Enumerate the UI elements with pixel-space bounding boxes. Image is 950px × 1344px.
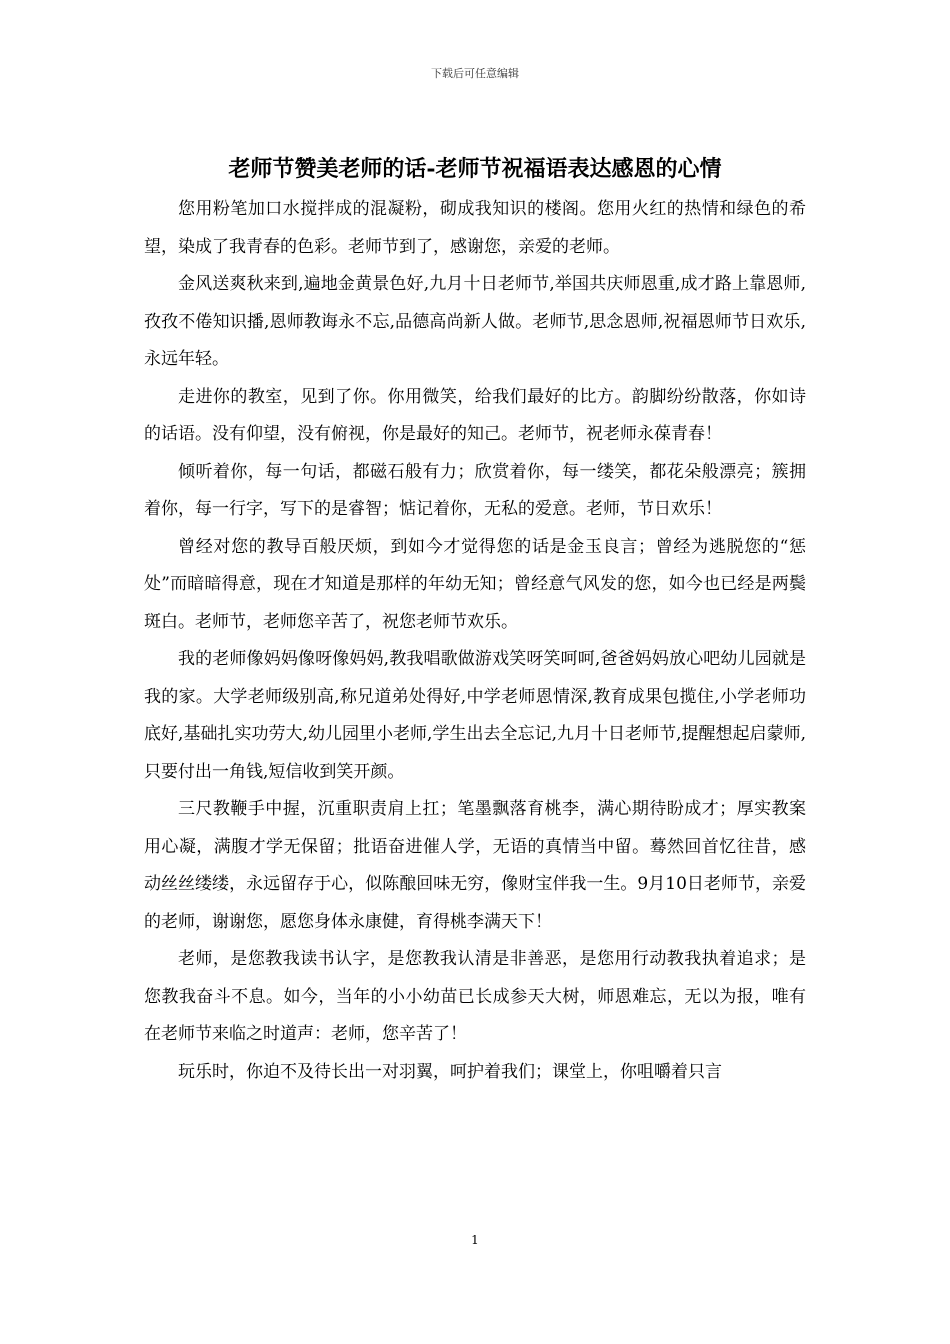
document-title: 老师节赞美老师的话-老师节祝福语表达感恩的心情 — [228, 156, 722, 182]
paragraph: 我的老师像妈妈像呀像妈妈,教我唱歌做游戏笑呀笑呵呵,爸爸妈妈放心吧幼儿园就是我的家。大学老师级别高,称兄道弟处得好,中学老师恩情深,教育成果包揽住,小学老师功底好,基础扎实功劳大,幼儿园里小老师,学生出去全忘记,九月十日老师节,提醒想起启蒙师,只要付出一角钱,短信收到笑开颜。 — [144, 649, 806, 782]
paragraph: 走进你的教室，见到了你。你用微笑，给我们最好的比方。韵脚纷纷散落，你如诗的话语。没有仰望，没有俯视，你是最好的知己。老师节，祝老师永葆青春！ — [144, 386, 806, 444]
paragraph: 曾经对您的教导百般厌烦，到如今才觉得您的话是金玉良言；曾经为逃脱您的“惩处”而暗暗得意，现在才知道是那样的年幼无知；曾经意气风发的您，如今也已经是两鬓斑白。老师节，老师您辛苦了，祝您老师节欢乐。 — [144, 536, 806, 632]
page-number: 1 — [471, 1233, 479, 1247]
paragraph: 您用粉笔加口水搅拌成的混凝粉，砌成我知识的楼阁。您用火红的热情和绿色的希望，染成了我青春的色彩。老师节到了，感谢您，亲爱的老师。 — [144, 199, 806, 257]
paragraph: 玩乐时，你迫不及待长出一对羽翼，呵护着我们；课堂上，你咀嚼着只言 — [178, 1061, 722, 1082]
paragraph: 金风送爽秋来到,遍地金黄景色好,九月十日老师节,举国共庆师恩重,成才路上靠恩师,孜孜不倦知识播,恩师教诲永不忘,品德高尚新人做。老师节,思念恩师,祝福恩师节日欢乐,永远年轻。 — [144, 274, 806, 369]
paragraph: 倾听着你，每一句话，都磁石般有力；欣赏着你，每一缕笑，都花朵般漂亮；簇拥着你，每一行字，写下的是睿智；惦记着你，无私的爱意。老师，节日欢乐！ — [144, 461, 806, 519]
paragraph: 老师，是您教我读书认字，是您教我认清是非善恶，是您用行动教我执着追求；是您教我奋斗不息。如今，当年的小小幼苗已长成参天大树，师恩难忘，无以为报，唯有在老师节来临之时道声：老师，您辛苦了！ — [144, 949, 806, 1044]
document-body — [144, 191, 806, 1091]
paragraph: 三尺教鞭手中握，沉重职责肩上扛；笔墨飘落育桃李，满心期待盼成才；厚实教案用心凝，满腹才学无保留；批语奋进催人学，无语的真情当中留。蓦然回首忆往昔，感动丝丝缕缕，永远留存于心，似陈酿回味无穷，像财宝伴我一生。9月10日老师节，亲爱的老师，谢谢您，愿您身体永康健，育得桃李满天下！ — [144, 799, 806, 932]
page-header-note: 下载后可任意编辑 — [431, 67, 519, 80]
